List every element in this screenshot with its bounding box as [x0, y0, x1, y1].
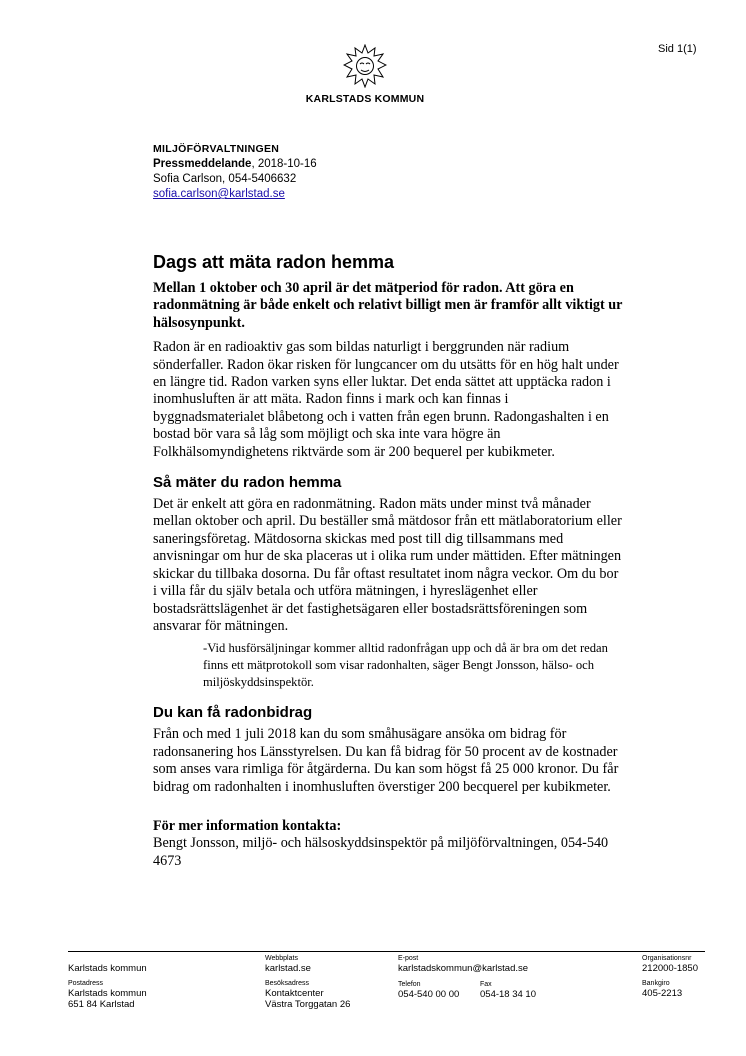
footer-orgnr-col [642, 954, 698, 999]
footer-orgnr-value: 212000-1850 [642, 963, 698, 974]
footer-web-link[interactable]: karlstad.se [265, 963, 311, 974]
section-heading-grant: Du kan få radonbidrag [153, 704, 313, 722]
quote: -Vid husförsäljningar kommer alltid radonfrågan upp och då är bra om det redan finns ett mätprotokoll som visar radonhalten, säger Bengt Jonsson, hälso- och miljöskyddsinspektör. [203, 641, 608, 690]
footer-org-name: Karlstads kommun [68, 963, 147, 974]
footer-email-label: E-post [398, 955, 419, 962]
footer-fax-col [480, 980, 536, 1001]
email-link[interactable]: sofia.carlson@karlstad.se [153, 188, 285, 200]
doc-date: , 2018-10-16 [251, 158, 317, 170]
department: MILJÖFÖRVALTNINGEN [153, 143, 280, 155]
footer-visit-line1: Kontaktcenter [265, 987, 324, 999]
footer-postal-line2: 651 84 Karlstad [68, 999, 135, 1010]
info-body: Bengt Jonsson, miljö- och hälsoskyddsinspektör på miljöförvaltningen, 054-540 4673 [153, 835, 609, 869]
footer-web-col [265, 954, 350, 1011]
section-body-measure: Det är enkelt att göra en radonmätning. Radon mäts under minst två månader mellan oktober och april. Du beställer små mätdosor från ett mätlaboratorium eller saneringsföretag. Mätdosorna skickas med post till dig tillsammans med anvisningar om hur de ska placeras ut i olika rum under mättiden. Efter mätningen skickar du tillbaka dosorna. Du får oftast resultatet inom några veckor. Om du bor i villa får du själv betala och utföra mätningen, i hyreslägenhet eller bostadsrättslägenhet är det fastighetsägaren eller bostadsrättsföreningen som ansvarar för mätningen. [153, 496, 622, 634]
footer-fax-value: 054-18 34 10 [480, 989, 536, 1000]
sun-icon [343, 44, 387, 88]
footer-visit-label: Besöksadress [265, 979, 309, 987]
contact-line: Sofia Carlson, 054-5406632 [153, 173, 297, 185]
article-lead: Mellan 1 oktober och 30 april är det mätperiod för radon. Att göra en radonmätning är både enkelt och relativt billigt men är framför allt viktigt ur hälsosynpunkt. [153, 280, 623, 331]
footer-email-col [398, 954, 528, 975]
section-body-grant: Från och med 1 juli 2018 kan du som småhusägare ansöka om bidrag för radonsanering hos Länsstyrelsen. Du kan få bidrag för 50 procent av de kostnader som anses vara rimliga för åtgärderna. Du kan som högst få 25 000 kronor. Du får bidrag om radonhalten i inomhusluften överstiger 200 becquerel per kubikmeter. [153, 726, 619, 795]
doc-type-line [153, 157, 317, 172]
article [153, 250, 623, 875]
footer-postal-label: Postadress [68, 979, 104, 987]
footer-phone-value: 054-540 00 00 [398, 989, 460, 1000]
footer-visit-line2: Västra Torggatan 26 [265, 999, 351, 1010]
footer-bankgiro-value: 405-2213 [642, 987, 683, 999]
article-intro: Radon är en radioaktiv gas som bildas naturligt i berggrunden när radium sönderfaller. Radon ökar risken för lungcancer om du utsätts för en hög halt under en längre tid. Radon varken syns eller luktar. Det enda sättet att upptäcka radon i inomhusluften är att mäta. Radon finns i mark och kan finnas i byggnadsmaterialet blåbetong och i vatten från egen brunn. Radongashalten i en bostad bör vara så låg som möjligt och ska inte vara högre än Folkhälsomyndighetens riktvärde som är 200 bequerel per kubikmeter. [153, 339, 619, 460]
page-number: Sid 1(1) [658, 43, 697, 55]
footer-fax-label: Fax [480, 981, 492, 988]
article-title: Dags att mäta radon hemma [153, 252, 395, 272]
footer-org-col [68, 963, 147, 1011]
footer-postal-line1: Karlstads kommun [68, 987, 147, 999]
info-heading: För mer information kontakta: [153, 817, 342, 834]
footer-web-label: Webbplats [265, 955, 298, 962]
logo-text: KARLSTADS KOMMUN [305, 93, 425, 105]
doc-type: Pressmeddelande [153, 158, 252, 170]
press-header [153, 142, 317, 202]
footer-email-link[interactable]: karlstadskommun@karlstad.se [398, 963, 529, 974]
section-heading-measure: Så mäter du radon hemma [153, 474, 342, 492]
footer-bankgiro-label: Bankgiro [642, 979, 670, 987]
footer-divider [68, 951, 705, 952]
footer-orgnr-label: Organisationsnr [642, 955, 692, 962]
footer-phone-label: Telefon [398, 981, 421, 988]
footer-phone-col [398, 980, 459, 1001]
